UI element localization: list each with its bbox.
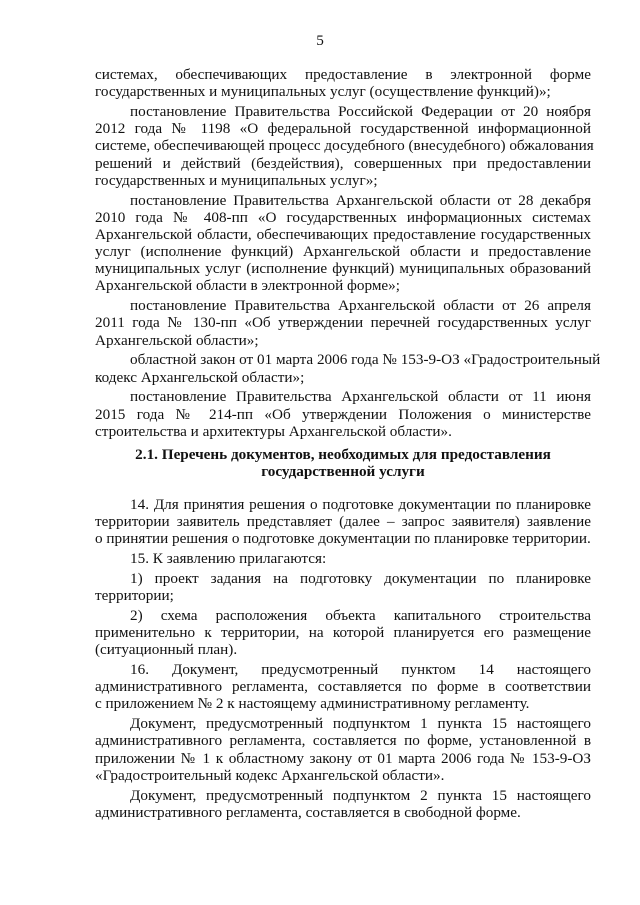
legal-acts-list: [95, 66, 601, 440]
paragraph: [95, 192, 591, 295]
paragraph-line: 15. К заявлению прилагаются:: [130, 550, 327, 568]
paragraph: [95, 102, 594, 189]
paragraph-line: 1) проект задания на подготовку документации по планировке: [130, 569, 591, 587]
paragraph: [95, 388, 591, 440]
paragraph-line: с приложением № 2 к настоящему административному регламенту.: [95, 695, 530, 713]
paragraph-line: 14. Для принятия решения о подготовке документации по планировке: [130, 496, 591, 513]
paragraph-line: 2010 года № 408-пп «О государственных информационных системах: [95, 208, 591, 226]
paragraph-line: системе, обеспечивающей процесс досудебного (внесудебного) обжалования: [95, 137, 594, 155]
paragraph-line: постановление Правительства Архангельской области от 28 декабря: [130, 191, 591, 209]
paragraph-line: государственных и муниципальных услуг (осуществление функций)»;: [95, 83, 551, 101]
paragraph-line: Документ, предусмотренный подпунктом 2 пункта 15 настоящего: [130, 786, 591, 804]
paragraph-line: Архангельской области»;: [95, 331, 259, 349]
paragraph: [95, 496, 591, 548]
paragraph: [95, 661, 591, 713]
paragraph-line: системах, обеспечивающих предоставление в электронной форме: [95, 66, 591, 83]
paragraph-line: 2015 года № 214-пп «Об утверждении Положения о министерстве: [95, 405, 591, 423]
paragraph-line: применительно к территории, на которой планируется его размещение: [95, 624, 591, 642]
paragraph-line: административного регламента, составляется по форме, установленной в: [95, 732, 591, 750]
paragraph-line: услуг (исполнение функций) Архангельской области и предоставление: [95, 243, 591, 261]
paragraph-line: решений и действий (бездействия), совершенных при предоставлении: [95, 154, 591, 172]
page-number: 5: [316, 32, 324, 49]
paragraph-line: территории;: [95, 587, 174, 605]
paragraph-line: строительства и архитектуры Архангельской области».: [95, 422, 452, 440]
paragraph-line: «Градостроительный кодекс Архангельской области».: [95, 766, 445, 784]
paragraph: [95, 607, 591, 659]
paragraph-line: постановление Правительства Российской Федерации от 20 ноября: [130, 102, 591, 120]
paragraph-line: о принятии решения о подготовке документации по планировке территории.: [95, 530, 591, 548]
documents-list: [95, 496, 591, 821]
paragraph-line: приложении № 1 к областному закону от 01 марта 2006 года № 153-9-ОЗ: [95, 749, 591, 767]
paragraph: [95, 550, 591, 567]
section-heading-line-1: 2.1. Перечень документов, необходимых для предоставления: [135, 446, 551, 463]
paragraph: [95, 570, 591, 604]
paragraph-line: Документ, предусмотренный подпунктом 1 пункта 15 настоящего: [130, 715, 591, 733]
section-heading: [95, 446, 591, 480]
paragraph-line: 2012 года № 1198 «О федеральной государственной информационной: [95, 120, 591, 138]
paragraph-line: Архангельской области, обеспечивающих предоставление государственных: [95, 225, 591, 243]
paragraph-line: административного регламента, составляется по форме в соответствии: [95, 678, 591, 696]
paragraph: [95, 715, 591, 784]
paragraph: [95, 66, 591, 100]
paragraph-line: территории заявитель представляет (далее – запрос заявителя) заявление: [95, 513, 591, 531]
paragraph-line: постановление Правительства Архангельской области от 26 апреля: [130, 297, 591, 315]
paragraph-line: кодекс Архангельской области»;: [95, 368, 305, 386]
paragraph-line: государственных и муниципальных услуг»;: [95, 171, 378, 189]
paragraph-line: (ситуационный план).: [95, 641, 238, 659]
paragraph: [95, 787, 591, 821]
paragraph-line: Архангельской области в электронной форме»;: [95, 277, 400, 295]
paragraph-line: постановление Правительства Архангельской области от 11 июня: [130, 388, 591, 406]
paragraph: [95, 297, 591, 349]
paragraph-line: 2) схема расположения объекта капитального строительства: [130, 606, 591, 624]
paragraph-line: муниципальных услуг (исполнение функций) муниципальных образований: [95, 260, 591, 278]
paragraph-line: административного регламента, составляется в свободной форме.: [95, 803, 521, 821]
section-heading-line-2: государственной услуги: [261, 463, 425, 481]
paragraph: [95, 351, 601, 386]
paragraph-line: областной закон от 01 марта 2006 года № 153-9-ОЗ «Градостроительный: [130, 351, 601, 369]
paragraph-line: 2011 года № 130-пп «Об утверждении перечней государственных услуг: [95, 314, 591, 332]
paragraph-line: 16. Документ, предусмотренный пунктом 14 настоящего: [130, 661, 591, 679]
